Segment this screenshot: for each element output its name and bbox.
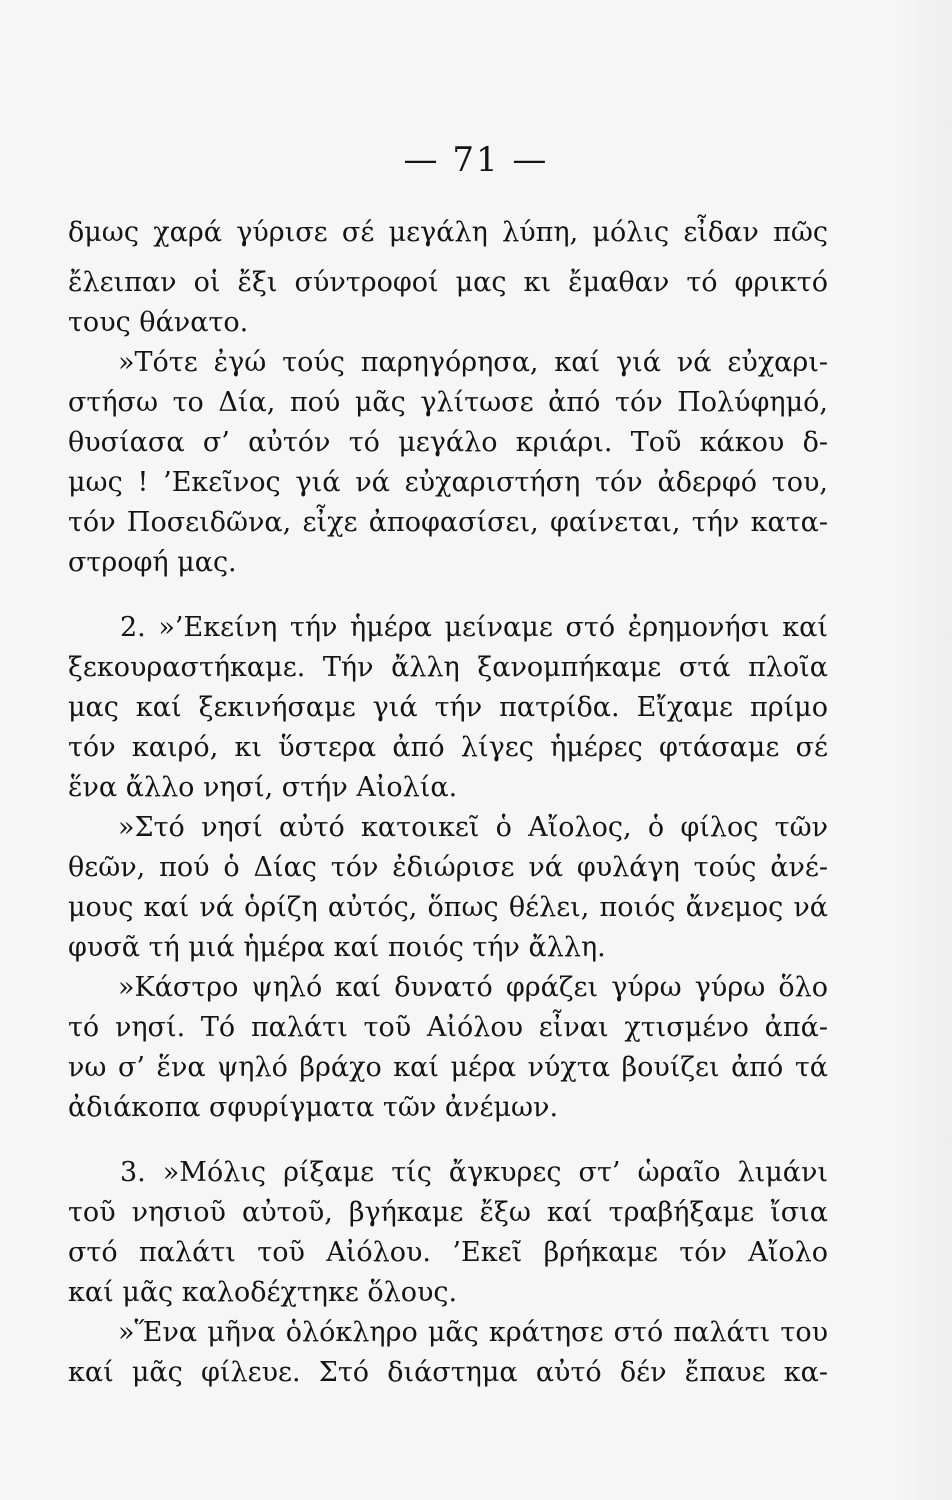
- text-line: μους καί νά ὁρίζη αὐτός, ὅπως θέλει, ποιός ἄνεμος νά: [68, 892, 828, 923]
- text-line: τοῦ νησιοῦ αὐτοῦ, βγήκαμε ἔξω καί τραβήξαμε ἴσια: [68, 1197, 828, 1228]
- text-line: νω σ’ ἕνα ψηλό βράχο καί μέρα νύχτα βουίζει ἀπό τά: [68, 1052, 828, 1083]
- text-line: τό νησί. Τό παλάτι τοῦ Αἰόλου εἶναι χτισμένο ἀπά-: [68, 1012, 828, 1043]
- text-line: στροφή μας.: [68, 547, 237, 578]
- text-line: φυσᾶ τή μιά ἡμέρα καί ποιός τήν ἄλλη.: [68, 932, 606, 963]
- text-line: τους θάνατο.: [68, 307, 249, 338]
- text-line: δμως χαρά γύρισε σέ μεγάλη λύπη, μόλις εἶδαν πῶς: [68, 217, 828, 248]
- text-line: ἕνα ἄλλο νησί, στήν Αἰολία.: [68, 772, 458, 803]
- text-line: ξεκουραστήκαμε. Τήν ἄλλη ξανομπήκαμε στά πλοῖα: [68, 652, 828, 683]
- text-line: στήσω το Δία, πού μᾶς γλίτωσε ἀπό τόν Πολύφημό,: [68, 387, 828, 418]
- text-line: 3. »Μόλις ρίξαμε τίς ἄγκυρες στ’ ὡραῖο λιμάνι: [120, 1157, 828, 1188]
- text-line: »Ἕνα μῆνα ὁλόκληρο μᾶς κράτησε στό παλάτι του: [118, 1317, 828, 1348]
- text-line: μας καί ξεκινήσαμε γιά τήν πατρίδα. Εἴχαμε πρίμο: [68, 692, 828, 723]
- text-line: ἀδιάκοπα σφυρίγματα τῶν ἀνέμων.: [68, 1092, 559, 1123]
- text-line: ἔλειπαν οἱ ἔξι σύντροφοί μας κι ἔμαθαν τό φρικτό: [68, 267, 828, 298]
- text-line: »Τότε ἐγώ τούς παρηγόρησα, καί γιά νά εὐχαρι-: [118, 347, 828, 378]
- text-line: θεῶν, πού ὁ Δίας τόν ἐδιώρισε νά φυλάγη τούς ἀνέ-: [68, 852, 828, 883]
- text-line: καί μᾶς καλοδέχτηκε ὅλους.: [68, 1277, 458, 1308]
- text-line: θυσίασα σ’ αὐτόν τό μεγάλο κριάρι. Τοῦ κάκου δ-: [68, 427, 828, 458]
- text-line: στό παλάτι τοῦ Αἰόλου. ’Εκεῖ βρήκαμε τόν Αἴολο: [68, 1237, 828, 1268]
- text-line: »Στό νησί αὐτό κατοικεῖ ὁ Αἴολος, ὁ φίλος τῶν: [118, 812, 828, 843]
- text-line: τόν καιρό, κι ὕστερα ἀπό λίγες ἡμέρες φτάσαμε σέ: [68, 732, 828, 763]
- page-number: — 71 —: [403, 140, 549, 180]
- text-line: τόν Ποσειδῶνα, εἶχε ἀποφασίσει, φαίνεται, τήν κατα-: [68, 507, 828, 538]
- text-line: καί μᾶς φίλευε. Στό διάστημα αὐτό δέν ἔπαυε κα-: [68, 1357, 828, 1388]
- text-line: 2. »’Εκείνη τήν ἡμέρα μείναμε στό ἐρημονήσι καί: [120, 612, 828, 643]
- page-edge-shade: [892, 0, 952, 1500]
- text-line: μως ! ’Εκεῖνος γιά νά εὐχαριστήση τόν ἀδερφό του,: [68, 467, 828, 498]
- text-line: »Κάστρο ψηλό καί δυνατό φράζει γύρω γύρω ὅλο: [118, 972, 828, 1003]
